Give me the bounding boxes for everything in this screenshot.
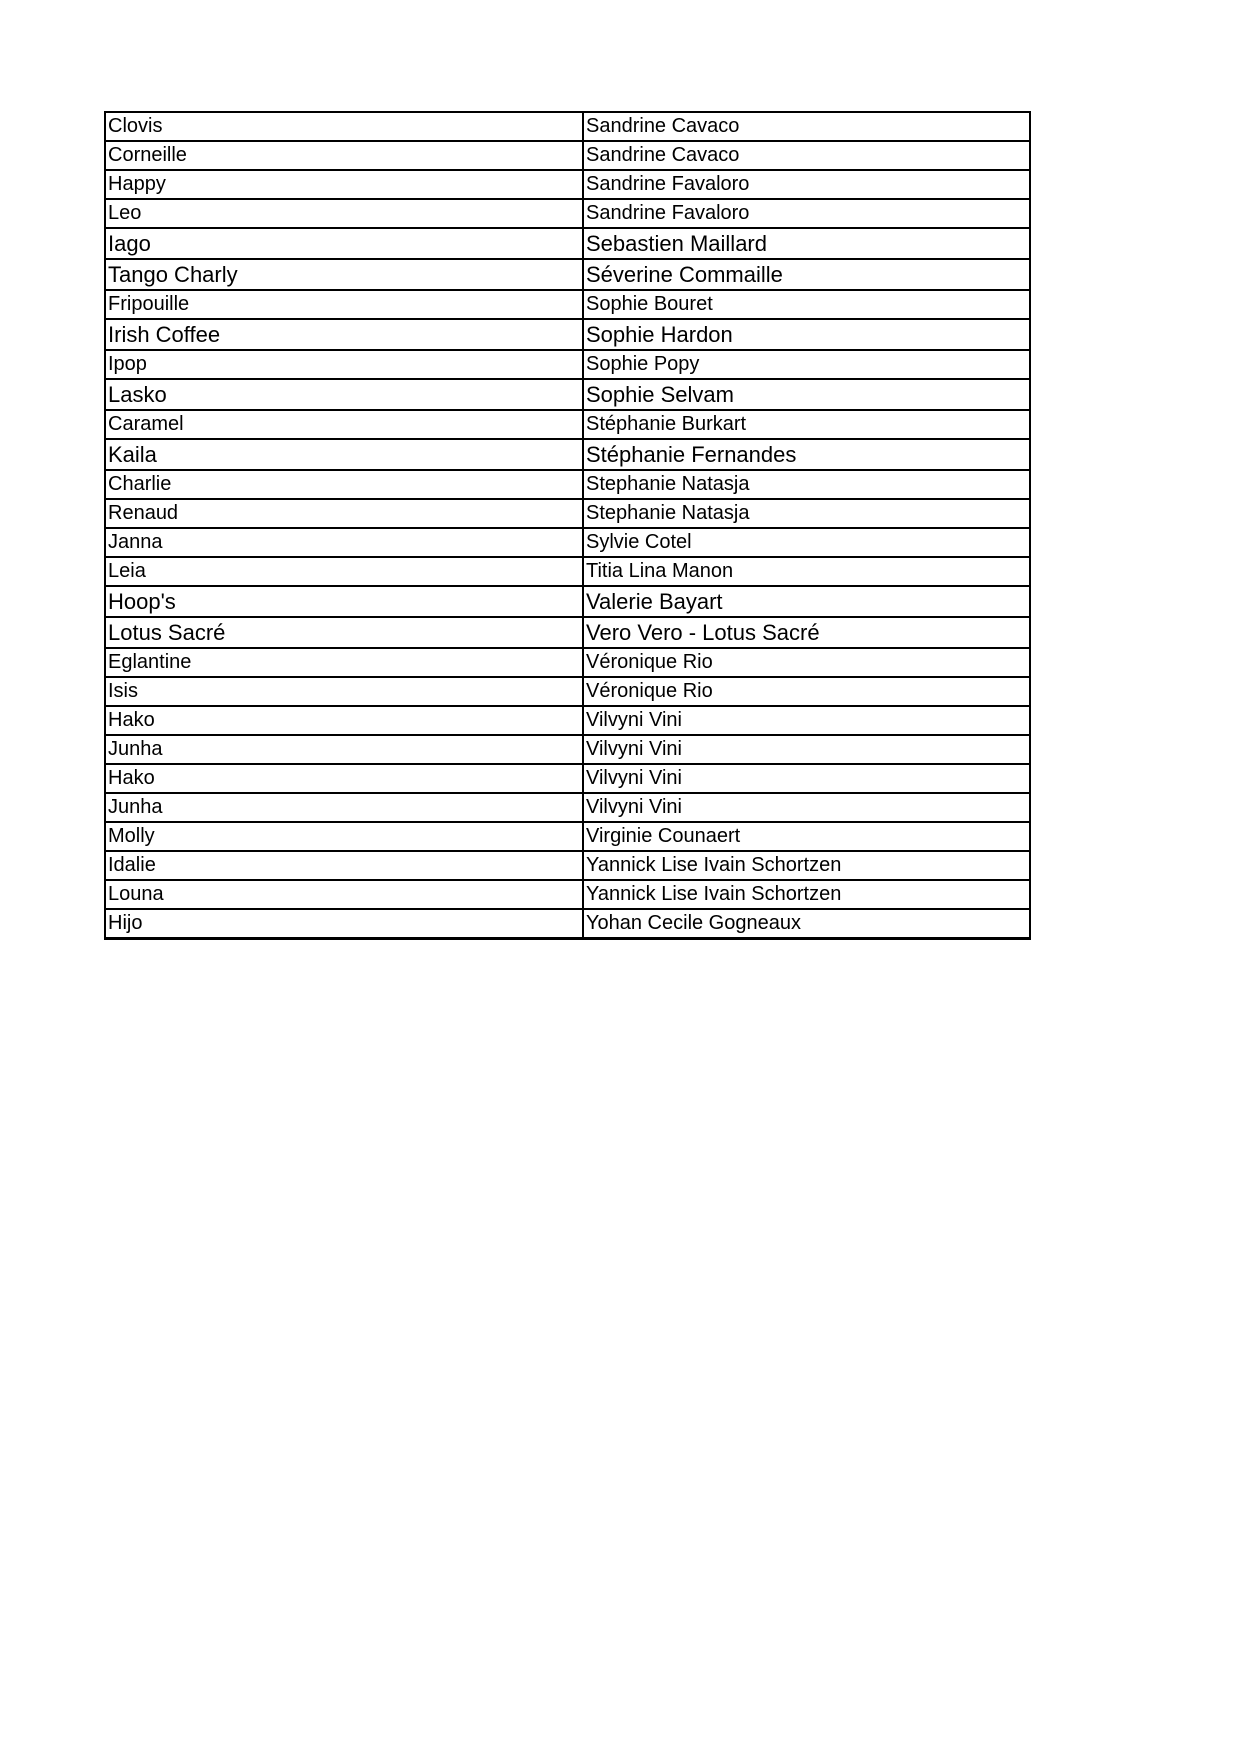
owner-name-cell: Yohan Cecile Gogneaux	[583, 909, 1030, 939]
table-row	[105, 557, 1030, 586]
pet-name-cell: Lotus Sacré	[105, 617, 583, 648]
table-row	[105, 439, 1030, 470]
table-row	[105, 764, 1030, 793]
pet-name-cell: Isis	[105, 677, 583, 706]
owner-name-cell: Sebastien Maillard	[583, 228, 1030, 259]
pet-name-cell: Caramel	[105, 410, 583, 439]
pet-name-cell: Hijo	[105, 909, 583, 939]
table-row	[105, 228, 1030, 259]
table-row	[105, 379, 1030, 410]
table-row	[105, 909, 1030, 939]
pet-owner-table	[104, 111, 1031, 940]
pet-name-cell: Hako	[105, 764, 583, 793]
pet-name-cell: Junha	[105, 735, 583, 764]
owner-name-cell: Sandrine Favaloro	[583, 199, 1030, 228]
table-row	[105, 141, 1030, 170]
owner-name-cell: Sophie Popy	[583, 350, 1030, 379]
pet-name-cell: Irish Coffee	[105, 319, 583, 350]
pet-name-cell: Iago	[105, 228, 583, 259]
table-row	[105, 851, 1030, 880]
pet-name-cell: Lasko	[105, 379, 583, 410]
owner-name-cell: Valerie Bayart	[583, 586, 1030, 617]
table-row	[105, 410, 1030, 439]
owner-name-cell: Yannick Lise Ivain Schortzen	[583, 880, 1030, 909]
pet-name-cell: Louna	[105, 880, 583, 909]
table-row	[105, 319, 1030, 350]
pet-name-cell: Eglantine	[105, 648, 583, 677]
table-row	[105, 793, 1030, 822]
owner-name-cell: Vero Vero - Lotus Sacré	[583, 617, 1030, 648]
pet-name-cell: Tango Charly	[105, 259, 583, 290]
table-row	[105, 880, 1030, 909]
table-row	[105, 112, 1030, 141]
pet-name-cell: Charlie	[105, 470, 583, 499]
owner-name-cell: Séverine Commaille	[583, 259, 1030, 290]
owner-name-cell: Yannick Lise Ivain Schortzen	[583, 851, 1030, 880]
table-row	[105, 735, 1030, 764]
table-row	[105, 350, 1030, 379]
pet-name-cell: Fripouille	[105, 290, 583, 319]
pet-name-cell: Leo	[105, 199, 583, 228]
table-body	[105, 112, 1030, 939]
table-row	[105, 470, 1030, 499]
table-row	[105, 586, 1030, 617]
table-row	[105, 499, 1030, 528]
owner-name-cell: Stéphanie Fernandes	[583, 439, 1030, 470]
table-row	[105, 617, 1030, 648]
pet-name-cell: Clovis	[105, 112, 583, 141]
owner-name-cell: Véronique Rio	[583, 648, 1030, 677]
owner-name-cell: Véronique Rio	[583, 677, 1030, 706]
pet-name-cell: Janna	[105, 528, 583, 557]
owner-name-cell: Sophie Hardon	[583, 319, 1030, 350]
owner-name-cell: Stephanie Natasja	[583, 499, 1030, 528]
table-row	[105, 648, 1030, 677]
pet-name-cell: Idalie	[105, 851, 583, 880]
owner-name-cell: Stéphanie Burkart	[583, 410, 1030, 439]
pet-name-cell: Leia	[105, 557, 583, 586]
pet-name-cell: Renaud	[105, 499, 583, 528]
owner-name-cell: Vilvyni Vini	[583, 706, 1030, 735]
table-row	[105, 259, 1030, 290]
pet-name-cell: Hako	[105, 706, 583, 735]
table-row	[105, 170, 1030, 199]
owner-name-cell: Sandrine Cavaco	[583, 112, 1030, 141]
owner-name-cell: Stephanie Natasja	[583, 470, 1030, 499]
owner-name-cell: Sandrine Cavaco	[583, 141, 1030, 170]
owner-name-cell: Vilvyni Vini	[583, 735, 1030, 764]
table-row	[105, 290, 1030, 319]
pet-name-cell: Corneille	[105, 141, 583, 170]
owner-name-cell: Sandrine Favaloro	[583, 170, 1030, 199]
table-row	[105, 528, 1030, 557]
pet-name-cell: Hoop's	[105, 586, 583, 617]
owner-name-cell: Titia Lina Manon	[583, 557, 1030, 586]
owner-name-cell: Sophie Selvam	[583, 379, 1030, 410]
owner-name-cell: Sophie Bouret	[583, 290, 1030, 319]
pet-name-cell: Junha	[105, 793, 583, 822]
owner-name-cell: Virginie Counaert	[583, 822, 1030, 851]
owner-name-cell: Vilvyni Vini	[583, 793, 1030, 822]
pet-name-cell: Happy	[105, 170, 583, 199]
table-row	[105, 706, 1030, 735]
table-row	[105, 677, 1030, 706]
owner-name-cell: Vilvyni Vini	[583, 764, 1030, 793]
table-row	[105, 199, 1030, 228]
pet-name-cell: Kaila	[105, 439, 583, 470]
pet-name-cell: Molly	[105, 822, 583, 851]
owner-name-cell: Sylvie Cotel	[583, 528, 1030, 557]
pet-name-cell: Ipop	[105, 350, 583, 379]
table-row	[105, 822, 1030, 851]
